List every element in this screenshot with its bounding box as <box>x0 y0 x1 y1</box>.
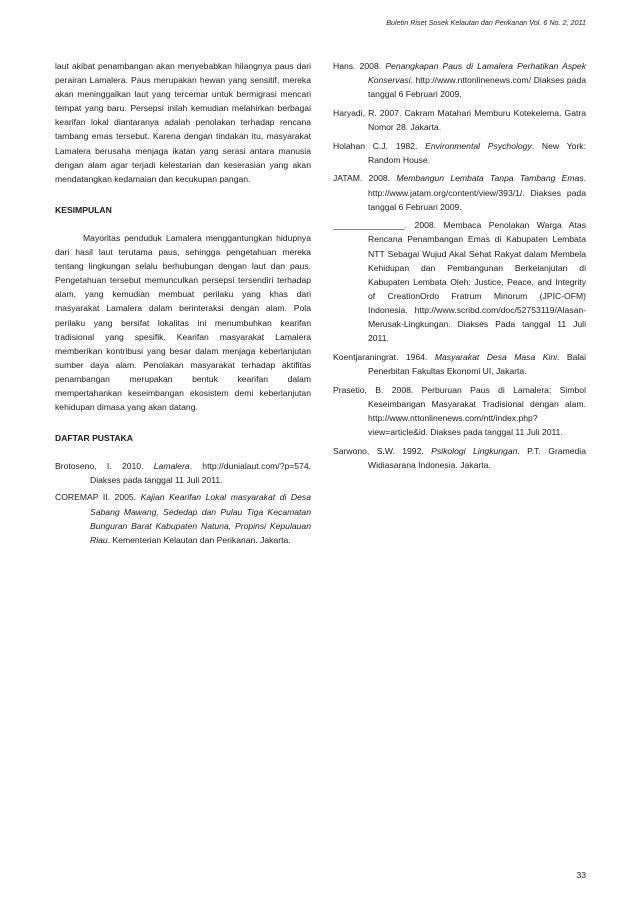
page-number: 33 <box>576 870 586 880</box>
reference-entry: Holahan C.J. 1982. Environmental Psychology. New York: Random House. <box>333 140 586 165</box>
reference-entry: Haryadi, R. 2007. Cakram Matahari Memburu Kotekelema. Gatra Nomor 28. Jakarta. <box>333 107 586 132</box>
left-column <box>55 59 311 550</box>
kesimpulan-paragraph: Mayoritas penduduk Lamalera menggantungkan hidupnya dari hasil laut terutama paus, sehingga pengetahuan mereka tentang lingkungan selalu berhubungan dengan laut dan paus. Pengetahuan tersebut memunculkan persepsi tersendiri terhadap alam, yang kemudian membuat perilaku yang khas dari masyarakat Lamalera dalam berinteraksi dengan alam. Pola perilaku yang bersifat lokalitas ini menumbuhkan kearifan tradisional yang spesifik. Kearifan masyarakat Lamalera memberikan kontribusi yang besar dalam menjaga keberlanjutan sumber daya alam. Penolakan masyarakat terhadap aktifitas penambangan merupakan bentuk kearifan dalam mempertahankan keseimbangan ekosistem demi keberlanjutan kehidupan dimasa yang akan datang. <box>55 232 311 413</box>
kesimpulan-heading: KESIMPULAN <box>55 204 112 215</box>
running-header: Buletin Riset Sosek Kelautan dan Perikanan Vol. 6 No. 2, 2011 <box>386 18 586 27</box>
intro-paragraph: laut akibat penambangan akan menyebabkan hilangnya paus dari perairan Lamalera. Paus merupakan hewan yang sensitif, mereka akan meninggalkan laut yang tercemar untuk bermigrasi mencari tempat yang baru. Persepsi inilah kemudian melahirkan berbagai kearifan lokal diantaranya adalah penolakan terhadap rencana tambang emas tersebut. Karena dengan tindakan itu, masyarakat Lamalera berusaha menjaga ikatan yang serasi antara manusia dengan alam agar terjadi kelestarian dan keserasian yang akan mendatangkan kedamaian dan kecukupan pangan. <box>55 61 311 184</box>
reference-entry: Prasetio, B. 2008. Perburuan Paus di Lamalera: Simbol Keseimbangan Masyarakat Tradisional dengan alam. http://www.nttonlinenews.com/ntt/index.php?view=article&id. Diakses pada tanggal 11 Juli 2011. <box>333 384 586 437</box>
reference-entry: JATAM. 2008. Membangun Lembata Tanpa Tambang Emas. http://www.jatam.org/content/view/393/1/. Diakses pada tanggal 6 Februari 2009. <box>333 173 587 212</box>
reference-entry: Koentjaraningrat. 1964. Masyarakat Desa Masa Kini. Balai Penerbitan Fakultas Ekonomi UI, Jakarta. <box>333 351 586 376</box>
daftar-pustaka-heading: DAFTAR PUSTAKA <box>55 433 133 444</box>
right-column <box>333 59 586 476</box>
reference-entry: _______________. 2008. Membaca Penolakan Warga Atas Rencana Penambangan Emas di Kabupaten Lembata NTT Sebagai Wujud Akal Sehat Rakyat dalam Membela Kehidupan dan Pembangunan Berkelanjutan di Kabupaten Lembata Oleh: Justice, Peace, and Integrity of CreationOrdo Fratrum Minorum (JPIC-OFM) Indonesia. http://www.scribd.com/doc/52753119/Alasan-Merusak-Lingkungan. Diakses Pada tanggal 11 Juli 2011. <box>333 220 586 344</box>
reference-entry: Brotoseno, I. 2010. Lamalera. http://dunialaut.com/?p=574. Diakses pada tanggal 11 Juli 2011. <box>55 461 311 486</box>
reference-entry: Hans. 2008. Penangkapan Paus di Lamalera Perhatikan Aspek Konservasi. http://www.nttonlinenews.com/ Diakses pada tanggal 6 Februari 2009. <box>333 61 586 100</box>
reference-entry: Sarwono, S.W. 1992. Psikologi Lingkungan. P.T. Gramedia Widiasarana Indonesia. Jakarta. <box>333 445 586 470</box>
reference-entry: COREMAP II. 2005. Kajian Kearifan Lokal masyarakat di Desa Sabang Mawang, Sededap dan Pulau Tiga Kecamatan Bunguran Barat Kabupaten Natuna, Propinsi Kepulauan Riau. Kementerian Kelautan dan Perikanan. Jakarta. <box>55 492 311 545</box>
